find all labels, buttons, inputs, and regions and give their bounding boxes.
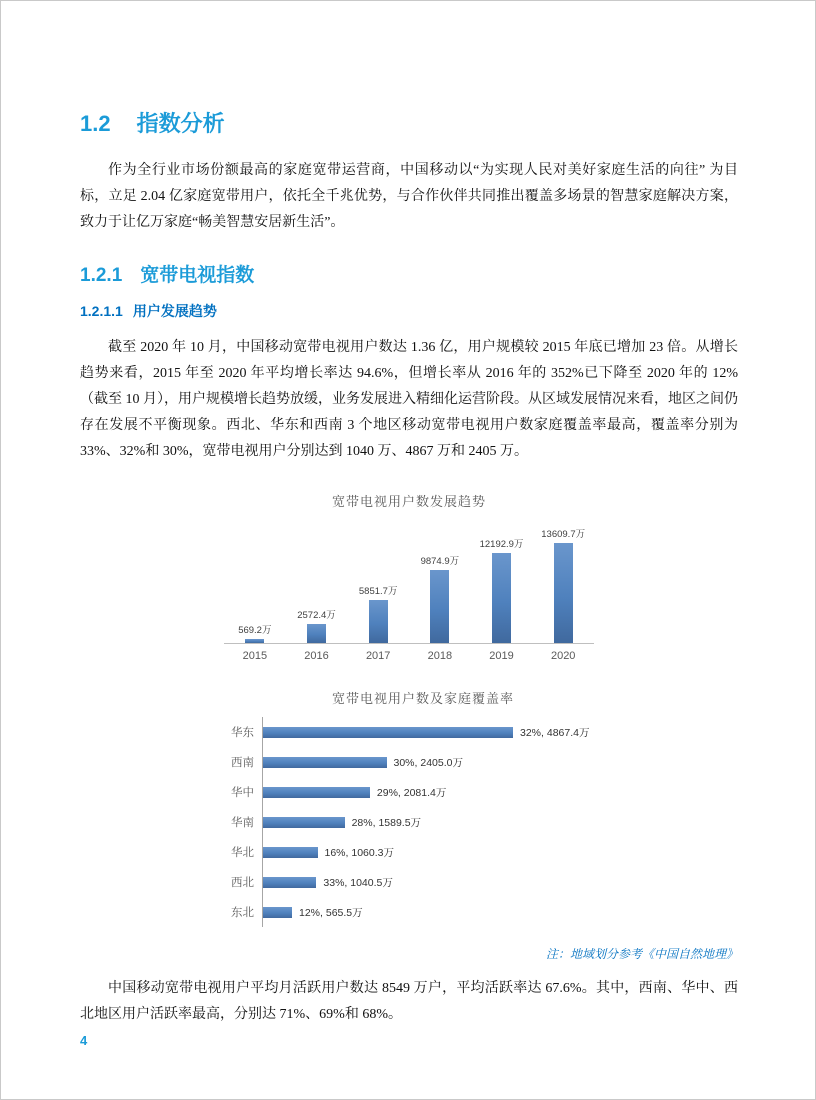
trend-bar: [430, 570, 449, 643]
x-tick-label: 2018: [427, 650, 453, 662]
coverage-bar: [263, 907, 292, 918]
subsubsection-title: 用户发展趋势: [132, 303, 217, 319]
bar-value-label: 30%, 2405.0万: [393, 756, 463, 769]
coverage-bar-area: [262, 747, 463, 777]
trend-bar: [554, 543, 573, 643]
trend-chart-column: [224, 622, 286, 643]
trend-bar: [245, 639, 264, 643]
coverage-bar: [263, 817, 345, 828]
x-tick-label: 2016: [304, 650, 329, 662]
bar-value-label: 12192.9万: [479, 539, 524, 551]
region-label: 西北: [231, 877, 254, 889]
region-label: 东北: [231, 907, 254, 919]
coverage-chart-row: [218, 717, 628, 747]
section-heading: [80, 107, 738, 138]
subsection-title: 宽带电视指数: [140, 265, 255, 286]
subsection-heading: [80, 260, 738, 287]
trend-bar: [492, 553, 511, 643]
coverage-chart-row: [218, 747, 628, 777]
bar-value-label: 16%, 1060.3万: [324, 846, 394, 859]
bar-value-label: 29%, 2081.4万: [376, 786, 447, 799]
coverage-chart-row: [218, 897, 628, 927]
bar-value-label: 5851.7万: [358, 586, 398, 597]
coverage-bar: [263, 757, 387, 768]
subsubsection-number: 1.2.1.1: [80, 303, 123, 319]
paragraph-active-users: 中国移动宽带电视用户平均月活跃用户数达 8549 万户，平均活跃率达 67.6%。其中，西南、华中、西北地区用户活跃率最高，分别达 71%、69%和 68%。: [80, 981, 738, 1022]
coverage-bar: [263, 787, 370, 798]
coverage-bar-area: [262, 837, 394, 867]
trend-chart-title: 宽带电视用户数发展趋势: [331, 494, 486, 509]
coverage-bar-area: [262, 777, 446, 807]
bar-value-label: 32%, 4867.4万: [520, 726, 590, 739]
subsection-number: 1.2.1: [80, 265, 123, 286]
page-number: 4: [80, 1033, 88, 1048]
coverage-bar-area: [262, 807, 421, 837]
coverage-chart-row: [218, 867, 628, 897]
trend-chart-column: [286, 607, 348, 643]
bar-value-label: 9874.9万: [420, 556, 460, 568]
coverage-chart: [218, 688, 628, 927]
region-label: 华中: [231, 787, 254, 799]
coverage-bar: [263, 847, 318, 858]
coverage-chart-row: [218, 837, 628, 867]
x-tick-label: 2019: [489, 650, 514, 662]
coverage-bar: [263, 727, 513, 738]
coverage-bar: [263, 877, 316, 888]
subsubsection-heading: [80, 301, 738, 321]
trend-bar: [369, 600, 388, 643]
coverage-chart-row: [218, 807, 628, 837]
trend-chart-column: [409, 553, 471, 643]
trend-chart-column: [532, 526, 594, 643]
coverage-bar-area: [262, 717, 589, 747]
chart-note: 注：地域划分参考《中国自然地理》: [545, 947, 738, 961]
region-label: 华南: [231, 817, 254, 829]
paragraph-trend: 截至 2020 年 10 月，中国移动宽带电视用户数达 1.36 亿，用户规模较 2015 年底已增加 23 倍。从增长趋势来看，2015 年至 2020 年平均增长率达 94.6%，但增长率从 2016 年的 352%已下降至 2020 年的 12%（截至 10 月），用户规模增长趋势放缓，业务发展进入精细化运营阶段。从区域发展情况来看，地区之间仍存在发展不平衡现象。西北、华东和西南 3 个地区移动宽带电视用户数家庭覆盖率最高，覆盖率分别为 33%、32%和 30%，宽带电视用户分别达到 1040 万、4867 万和 2405 万。: [80, 340, 738, 459]
region-label: 华北: [231, 847, 254, 859]
coverage-chart-title: 宽带电视用户数及家庭覆盖率: [331, 691, 514, 706]
trend-bar: [307, 624, 326, 643]
page-content: [80, 1, 738, 1028]
trend-chart-axis: [224, 650, 594, 662]
section-title: 指数分析: [136, 111, 225, 136]
coverage-chart-rows: [218, 717, 628, 927]
x-tick-label: 2017: [365, 650, 391, 662]
bar-value-label: 33%, 1040.5万: [323, 876, 393, 889]
trend-chart: [80, 491, 738, 662]
region-label: 西南: [231, 757, 254, 769]
x-tick-label: 2015: [242, 650, 268, 662]
bar-value-label: 12%, 565.5万: [299, 906, 363, 919]
bar-value-label: 569.2万: [238, 624, 272, 636]
trend-chart-plot: [224, 526, 594, 644]
x-tick-label: 2020: [550, 650, 576, 662]
coverage-bar-area: [262, 867, 393, 897]
bar-value-label: 2572.4万: [297, 610, 336, 622]
paragraph-intro: 作为全行业市场份额最高的家庭宽带运营商，中国移动以“为实现人民对美好家庭生活的向往” 为目标，立足 2.04 亿家庭宽带用户，依托全千兆优势，与合作伙伴共同推出覆盖多场景的智慧家庭解决方案，致力于让亿万家庭“畅美智慧安居新生活”。: [80, 163, 738, 230]
coverage-chart-row: [218, 777, 628, 807]
region-label: 华东: [231, 727, 254, 739]
bar-value-label: 13609.7万: [541, 529, 586, 540]
bar-value-label: 28%, 1589.5万: [351, 816, 422, 829]
trend-chart-column: [471, 536, 533, 643]
coverage-bar-area: [262, 897, 363, 927]
trend-chart-column: [347, 583, 409, 643]
section-number: 1.2: [80, 111, 111, 136]
